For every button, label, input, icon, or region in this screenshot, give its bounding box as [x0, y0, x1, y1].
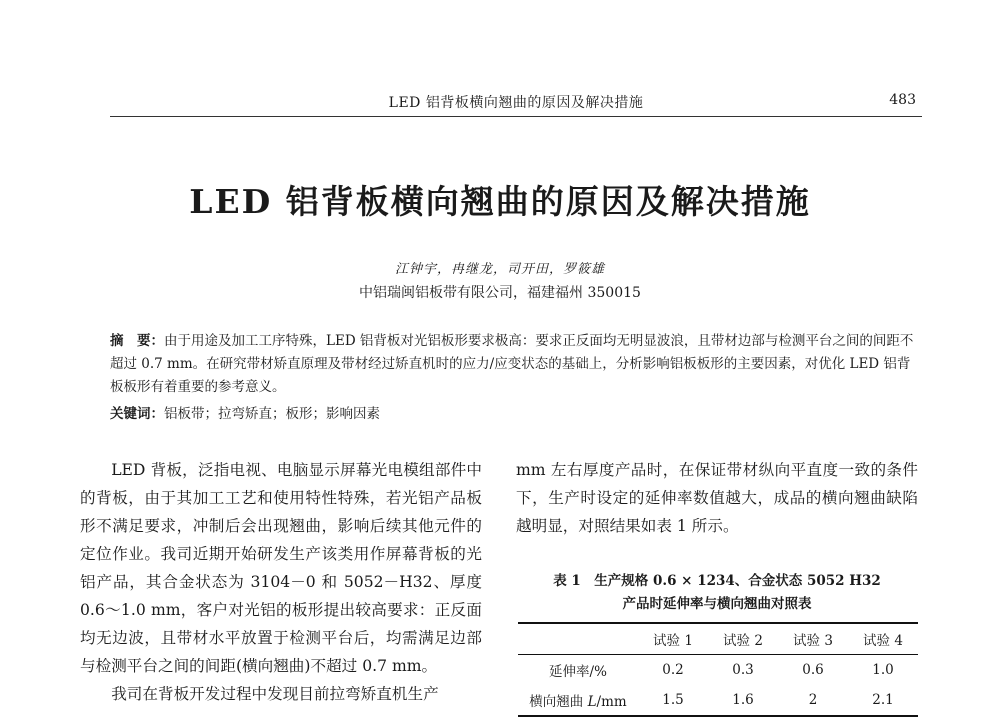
- table-cell: 1.0: [872, 662, 894, 678]
- table-caption-line: 产品时延伸率与横向翘曲对照表: [622, 596, 812, 612]
- table-row-label: [518, 685, 638, 716]
- paper-authors: 江钟宇，冉继龙，司开田，罗筱雄: [394, 262, 605, 277]
- table-cell: 0.2: [662, 662, 684, 678]
- table-row: [518, 655, 918, 686]
- abstract: [110, 330, 915, 399]
- paper-title: LED 铝背板横向翘曲的原因及解决措施: [189, 182, 811, 221]
- left-column: [80, 456, 482, 708]
- paper-affiliation: 中铝瑞闽铝板带有限公司，福建福州 350015: [359, 285, 641, 301]
- body-paragraph: LED 背板，泛指电视、电脑显示屏幕光电模组部件中的背板，由于其加工工艺和使用特性特殊，若光铝产品板形不满足要求，冲制后会出现翘曲，影响后续其他元件的定位作业。我司近期开始研发生产该类用作屏幕背板的光铝产品，其合金状态为 3104－0 和 5052－H32、厚度 0.6～1.0 mm，客户对光铝的板形提出较高要求：正反面均无边波，且带材水平放置于检测平台后，均需满足边部与检测平台之间的间距(横向翘曲)不超过 0.7 mm。: [80, 461, 482, 675]
- running-header: [110, 92, 922, 117]
- table-cell: 0.6: [802, 662, 824, 678]
- row-label-symbol: L: [587, 694, 597, 710]
- table-cell: 0.3: [732, 662, 754, 678]
- table-row: [518, 685, 918, 716]
- keywords: [110, 402, 915, 422]
- table-header-cell: 试验 1: [653, 633, 693, 649]
- table-header-cell: [518, 623, 638, 655]
- table-header-cell: 试验 2: [723, 633, 763, 649]
- running-title: LED 铝背板横向翘曲的原因及解决措施: [388, 95, 644, 111]
- table-cell: 1.5: [662, 692, 684, 708]
- body-paragraph: 我司在背板开发过程中发现目前拉弯矫直机生产: [111, 685, 439, 703]
- table-header-row: [518, 623, 918, 655]
- table-cell: 2.1: [872, 692, 894, 708]
- table-cell: 2: [808, 692, 818, 708]
- table-header-cell: 试验 3: [793, 633, 833, 649]
- body-paragraph: mm 左右厚度产品时，在保证带材纵向平直度一致的条件下，生产时设定的延伸率数值越大，成品的横向翘曲缺陷越明显，对照结果如表 1 所示。: [516, 461, 918, 535]
- table-cell: 1.6: [732, 692, 754, 708]
- table-caption: [516, 570, 918, 616]
- abstract-text: 由于用途及加工工序特殊，LED 铝背板对光铝板形要求极高：要求正反面均无明显波浪，且带材边部与检测平台之间的间距不超过 0.7 mm。在研究带材矫直原理及带材经过矫直机时的应力/应变状态的基础上，分析影响铝板板形的主要因素，对优化 LED 铝背板板形有着重要的参考意义。: [110, 333, 914, 395]
- table-row-label: 延伸率/%: [549, 664, 607, 680]
- row-label-suffix: /mm: [596, 694, 627, 710]
- abstract-label: 摘 要：: [110, 333, 164, 349]
- keywords-label: 关键词：: [110, 406, 164, 422]
- comparison-table: [518, 622, 918, 717]
- right-column: [516, 456, 918, 540]
- keywords-text: 铝板带；拉弯矫直；板形；影响因素: [164, 406, 380, 422]
- table-caption-line: 表 1 生产规格 0.6 × 1234、合金状态 5052 H32: [553, 573, 881, 589]
- table-header-cell: 试验 4: [863, 633, 903, 649]
- row-label-prefix: 横向翘曲: [529, 694, 588, 710]
- page-number: 483: [889, 92, 916, 108]
